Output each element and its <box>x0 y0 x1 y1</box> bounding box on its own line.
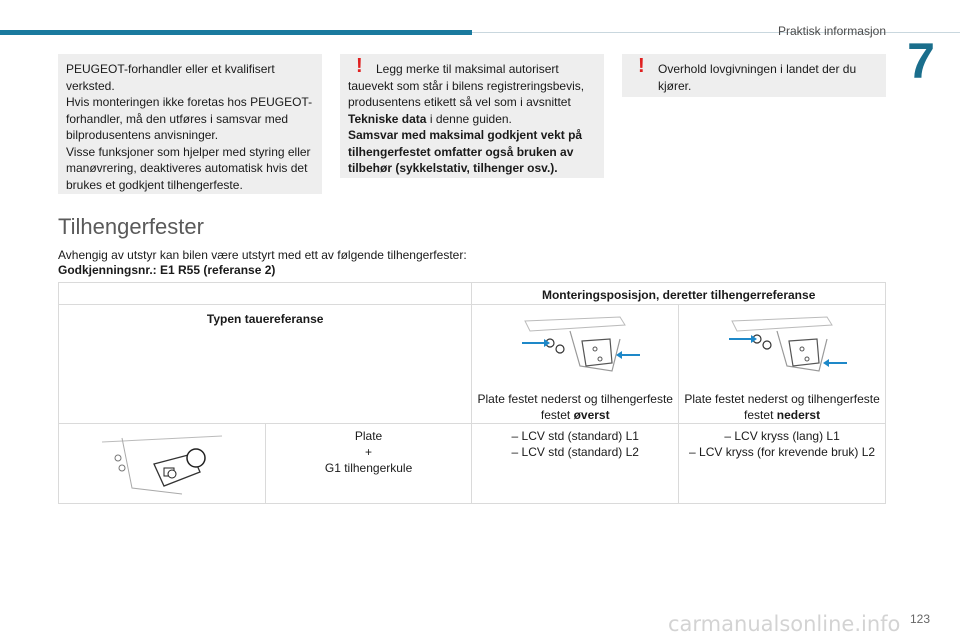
approval-number: Godkjenningsnr.: E1 R55 (referanse 2) <box>58 263 276 277</box>
info-box-line: PEUGEOT-forhandler eller et kvalifisert verksted. <box>66 62 275 93</box>
table-cell-top-variants <box>472 424 679 504</box>
header-accent-bar <box>0 30 472 35</box>
table-cell-description <box>265 424 472 504</box>
warning-text: Overhold lovgivningen i landet der du kjører. <box>658 62 857 93</box>
warning-box-law <box>622 54 886 97</box>
chapter-number: 7 <box>907 33 935 89</box>
table-row <box>59 424 886 504</box>
info-box-line: Visse funksjoner som hjelper med styring eller manøvrering, deaktiveres automatisk hvis det brukes et godkjent tilhengerfeste. <box>66 144 311 192</box>
info-box-dealer <box>58 54 322 194</box>
table-cell-bottom-mount <box>679 305 886 424</box>
header-rule <box>472 32 960 33</box>
list-item: – LCV std (standard) L2 <box>511 445 639 459</box>
towbar-top-mount-illustration <box>500 311 650 381</box>
warning-text-bold2: Samsvar med maksimal godkjent vekt på tilhengerfestet omfatter også bruken av tilbehør (sykkelstativ, tilhenger osv.). <box>348 128 583 175</box>
caption-bottom-mount-text: Plate festet nederst og tilhengerfeste festet <box>684 392 880 422</box>
table-row <box>59 305 886 424</box>
section-intro: Avhengig av utstyr kan bilen være utstyrt med ett av følgende tilhengerfester: <box>58 248 467 262</box>
warning-text-bold: Tekniske data <box>348 111 427 126</box>
caption-top-mount-text: Plate festet nederst og tilhengerfeste festet <box>477 392 673 422</box>
description-line: G1 tilhengerkule <box>324 461 413 475</box>
table-cell-bottom-variants <box>679 424 886 504</box>
chapter-tab <box>896 33 946 98</box>
caption-bottom-mount <box>679 391 885 423</box>
table-row <box>59 283 886 305</box>
page-number: 123 <box>909 612 930 626</box>
page-header-title: Praktisk informasjon <box>777 24 886 38</box>
caption-top-mount-bold: øverst <box>573 408 610 422</box>
towbar-table <box>58 282 886 504</box>
info-box-line: Hvis monteringen ikke foretas hos PEUGEOT-forhandler, må den utføres i samsvar med bilprodusentens anvisninger. <box>66 95 313 142</box>
watermark: carmanualsonline.info <box>668 612 901 636</box>
table-cell-towball-image <box>59 424 266 504</box>
table-header-type: Typen tauereferanse <box>59 305 472 424</box>
list-item: – LCV kryss (lang) L1 <box>724 429 840 443</box>
towball-illustration <box>92 428 232 500</box>
warning-text <box>348 62 584 126</box>
description-line: + <box>365 445 373 459</box>
warning-text-b: i denne guiden. <box>426 111 512 126</box>
table-cell-empty <box>59 283 472 305</box>
list-item: – LCV std (standard) L1 <box>511 429 639 443</box>
caption-bottom-mount-bold: nederst <box>776 408 821 422</box>
caption-top-mount <box>472 391 678 423</box>
description-line: Plate <box>354 429 383 443</box>
table-header-mount: Monteringsposisjon, deretter tilhengerreferanse <box>472 283 886 305</box>
list-item: – LCV kryss (for krevende bruk) L2 <box>689 445 876 459</box>
section-title: Tilhengerfester <box>58 214 204 239</box>
table-cell-top-mount <box>472 305 679 424</box>
towbar-bottom-mount-illustration <box>707 311 857 381</box>
warning-icon: ! <box>638 55 645 77</box>
warning-box-weight <box>340 54 604 178</box>
warning-icon: ! <box>356 55 363 77</box>
warning-text-a: Legg merke til maksimal autorisert tauevekt som står i bilens registreringsbevis, produsentens etikett så vel som i avsnittet <box>348 62 585 109</box>
